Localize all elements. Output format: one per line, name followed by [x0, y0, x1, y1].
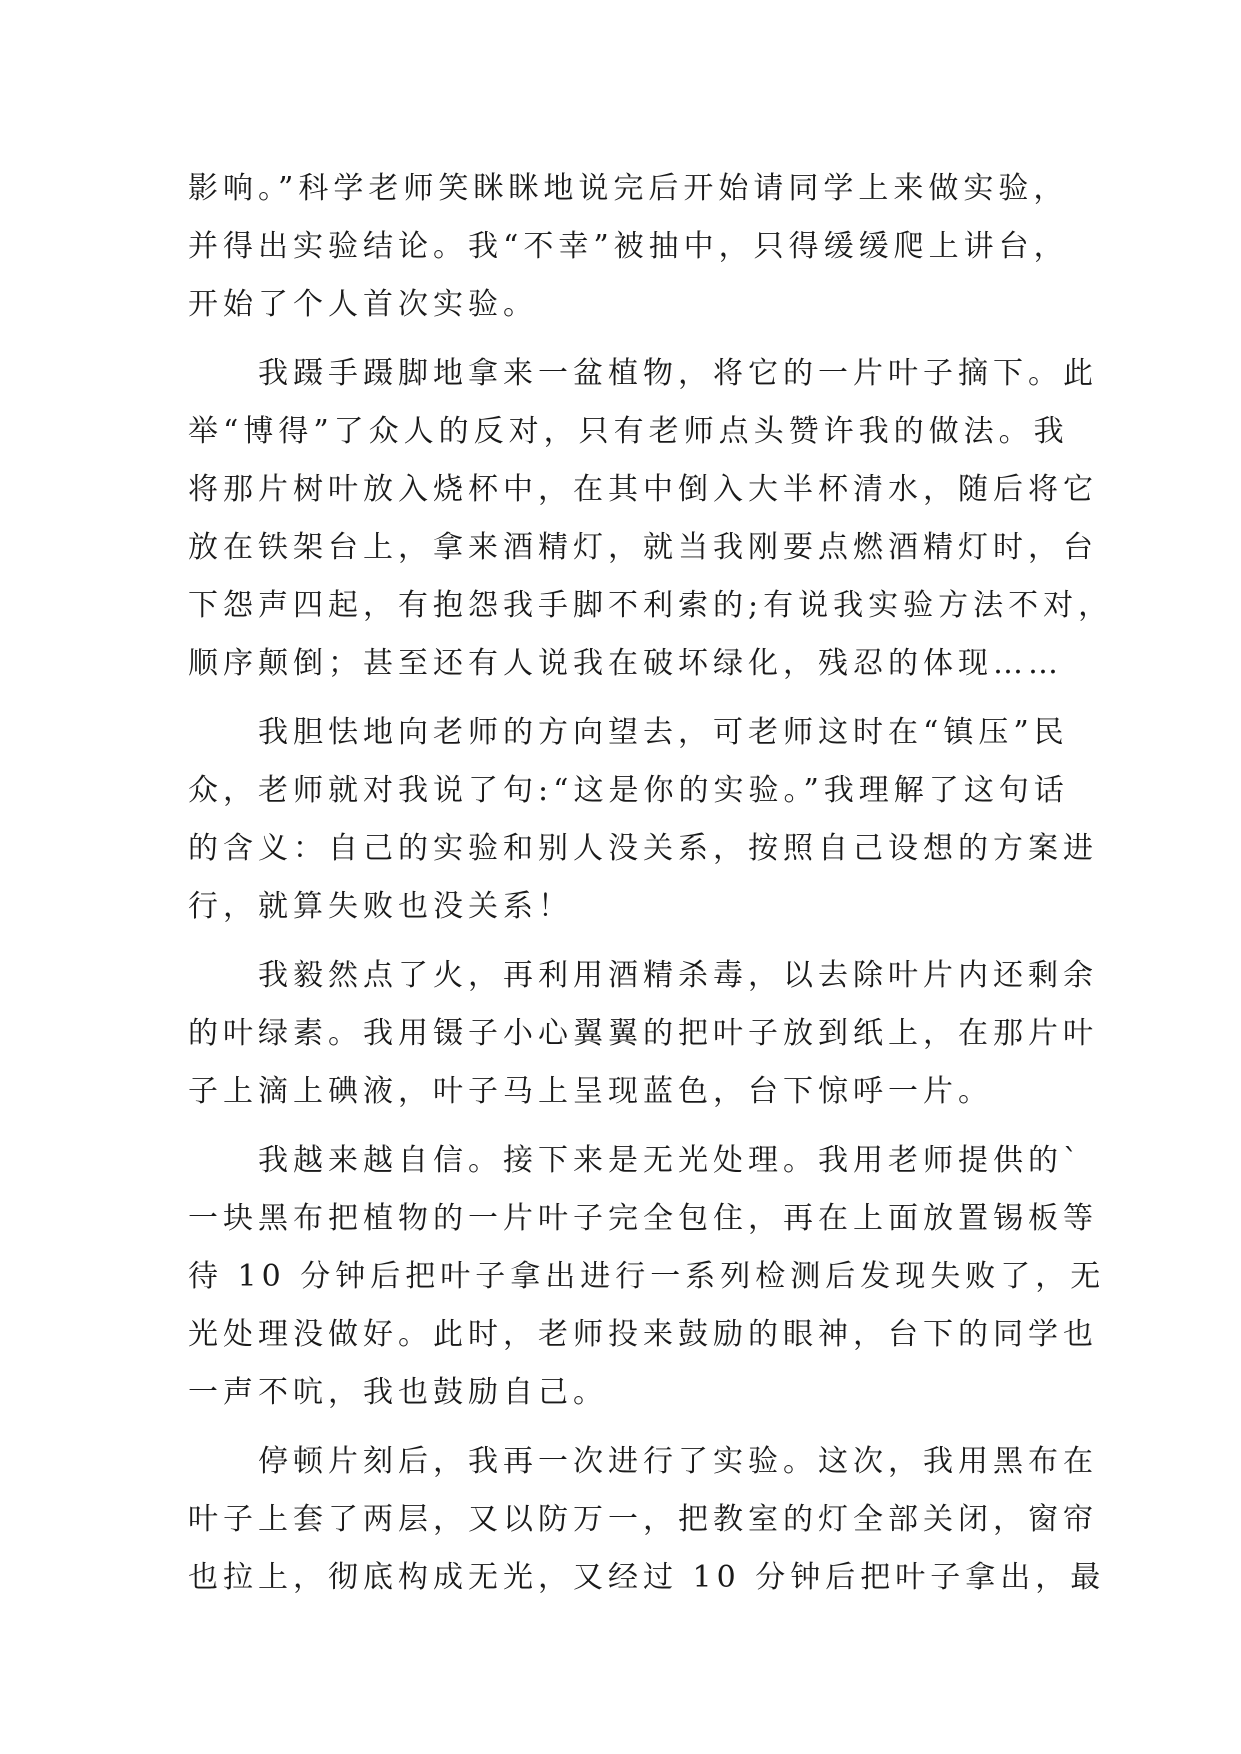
- paragraph-5: [188, 1132, 1106, 1422]
- text-line: 光处理没做好。此时，老师投来鼓励的眼神，台下的同学也: [188, 1317, 1098, 1352]
- text-line: 放在铁架台上，拿来酒精灯，就当我刚要点燃酒精灯时，台: [188, 530, 1098, 565]
- paragraph-6: [188, 1433, 1106, 1607]
- text-line: 开始了个人首次实验。: [188, 287, 538, 322]
- text-line: 也拉上，彻底构成无光，又经过 10 分钟后把叶子拿出，最: [188, 1560, 1106, 1595]
- text-line: 我胆怯地向老师的方向望去，可老师这时在“镇压”民: [188, 715, 1069, 750]
- text-line: 叶子上套了两层，又以防万一，把教室的灯全部关闭，窗帘: [188, 1502, 1098, 1537]
- paragraph-2: [188, 345, 1114, 693]
- text-line: 的叶绿素。我用镊子小心翼翼的把叶子放到纸上，在那片叶: [188, 1016, 1098, 1051]
- text-line: 待 10 分钟后把叶子拿出进行一系列检测后发现失败了，无: [188, 1259, 1106, 1294]
- paragraph-4: [188, 947, 1098, 1121]
- text-line: 停顿片刻后，我再一次进行了实验。这次，我用黑布在: [188, 1444, 1098, 1479]
- text-line: 子上滴上碘液，叶子马上呈现蓝色，台下惊呼一片。: [188, 1074, 993, 1109]
- text-line: 的含义：自己的实验和别人没关系，按照自己设想的方案进: [188, 831, 1098, 866]
- text-line: 并得出实验结论。我“不幸”被抽中，只得缓缓爬上讲台，: [188, 229, 1069, 264]
- text-line: 我蹑手蹑脚地拿来一盆植物，将它的一片叶子摘下。此: [188, 356, 1098, 391]
- text-line: 我越来越自信。接下来是无光处理。我用老师提供的`: [188, 1143, 1083, 1178]
- text-line: 下怨声四起，有抱怨我手脚不利索的;有说我实验方法不对，: [188, 588, 1114, 623]
- document-body: [188, 160, 1114, 1607]
- paragraph-3: [188, 704, 1098, 936]
- paragraph-1: [188, 160, 1068, 334]
- text-line: 众，老师就对我说了句:“这是你的实验。”我理解了这句话: [188, 773, 1069, 808]
- text-line: 一块黑布把植物的一片叶子完全包住，再在上面放置锡板等: [188, 1201, 1098, 1236]
- text-line: 影响。”科学老师笑眯眯地说完后开始请同学上来做实验，: [188, 171, 1069, 206]
- text-line: 将那片树叶放入烧杯中，在其中倒入大半杯清水，随后将它: [188, 472, 1098, 507]
- text-line: 行，就算失败也没关系！: [188, 889, 573, 924]
- text-line: 举“博得”了众人的反对，只有老师点头赞许我的做法。我: [188, 414, 1069, 449]
- text-line: 顺序颠倒；甚至还有人说我在破坏绿化，残忍的体现……: [188, 646, 1063, 681]
- text-line: 我毅然点了火，再利用酒精杀毒，以去除叶片内还剩余: [188, 958, 1098, 993]
- text-line: 一声不吭，我也鼓励自己。: [188, 1375, 608, 1410]
